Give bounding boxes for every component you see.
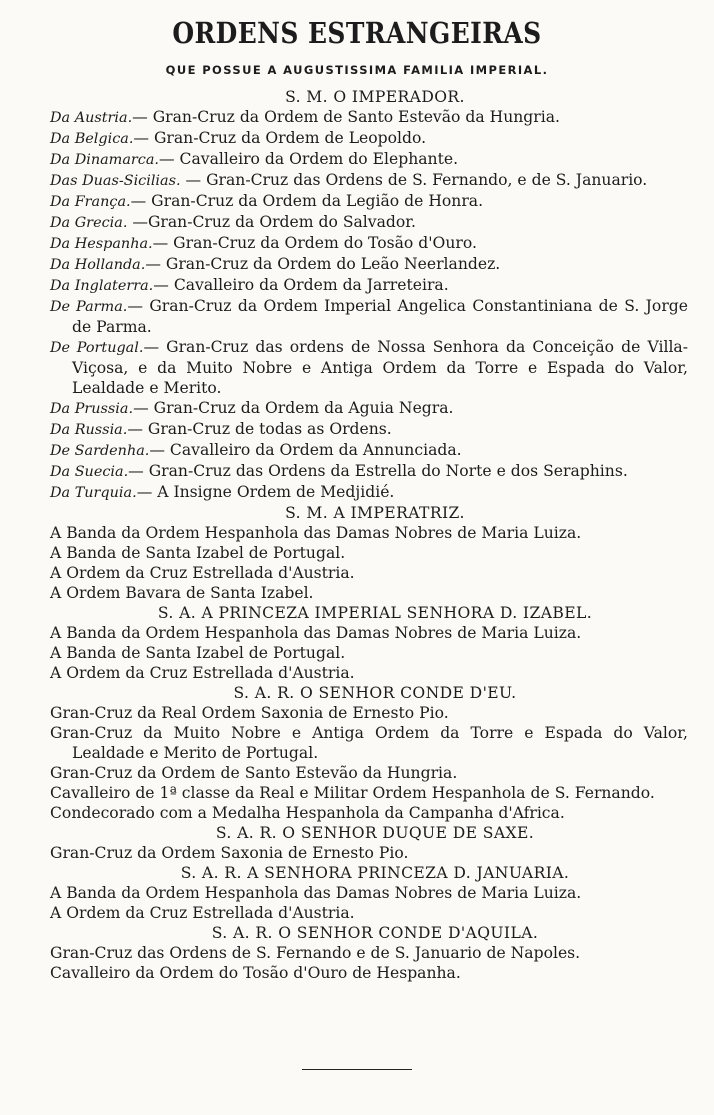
order-entry (50, 337, 688, 398)
order-line: A Ordem da Cruz Estrellada d'Austria. (50, 904, 355, 922)
country-name: Da Austria. (50, 110, 133, 126)
section-heading-conde-aquila: S. A. R. O SENHOR CONDE D'AQUILA. (211, 924, 539, 942)
order-entry (50, 296, 688, 337)
order-line: Cavalleiro da Ordem do Tosão d'Ouro de Hespanha. (50, 964, 461, 982)
order-entry (50, 398, 688, 419)
country-name: Da Russia. (50, 422, 128, 438)
order-text: — Gran-Cruz da Ordem do Leão Neerlandez. (145, 255, 501, 273)
order-entry (50, 128, 688, 149)
order-line: Condecorado com a Medalha Hespanhola da Campanha d'Africa. (50, 804, 565, 822)
order-text: — Gran-Cruz da Ordem do Tosão d'Ouro. (152, 234, 477, 252)
order-line: Gran-Cruz da Ordem Saxonia de Ernesto Pio. (50, 844, 409, 862)
order-entry (50, 461, 688, 482)
order-line: A Ordem da Cruz Estrellada d'Austria. (50, 664, 355, 682)
country-name: Das Duas-Sicilias. (50, 173, 181, 189)
order-entry (50, 170, 688, 191)
order-entry (50, 212, 688, 233)
order-text: — A Insigne Ordem de Medjidié. (136, 483, 395, 501)
order-line: A Ordem da Cruz Estrellada d'Austria. (50, 564, 355, 582)
section-heading-imperatriz: S. M. A IMPERATRIZ. (285, 504, 465, 522)
order-text: — Gran-Cruz das ordens de Nossa Senhora da Conceição de Villa-Viçosa, e da Muito Nobre e Antiga Ordem da Torre e Espada do Valor, Lealdade e Merito. (72, 338, 688, 397)
country-name: Da Prussia. (50, 401, 134, 417)
order-text: — Gran-Cruz de todas as Ordens. (127, 420, 392, 438)
country-name: De Parma. (50, 299, 128, 315)
section-heading-conde-deu: S. A. R. O SENHOR CONDE D'EU. (233, 684, 517, 702)
country-name: Da Hollanda. (50, 257, 146, 273)
page-title: ORDENS ESTRANGEIRAS (172, 16, 542, 50)
country-name: Da Suecia. (50, 464, 129, 480)
country-name: Da Grecia. (50, 215, 128, 231)
country-name: Da França. (50, 194, 131, 210)
order-text: — Gran-Cruz das Ordens da Estrella do Norte e dos Seraphins. (128, 462, 628, 480)
country-name: De Portugal. (50, 340, 144, 356)
order-entry (50, 191, 688, 212)
order-text: —Gran-Cruz da Ordem do Salvador. (127, 213, 416, 231)
order-text: — Gran-Cruz da Ordem de Leopoldo. (133, 129, 427, 147)
section-heading-princeza-imperial: S. A. A PRINCEZA IMPERIAL SENHORA D. IZABEL. (157, 604, 593, 622)
order-line: Gran-Cruz da Ordem de Santo Estevão da Hungria. (50, 764, 458, 782)
order-line: Cavalleiro de 1ª classe da Real e Militar Ordem Hespanhola de S. Fernando. (50, 784, 655, 802)
imperador-entries (50, 107, 688, 503)
order-line: A Banda de Santa Izabel de Portugal. (50, 544, 346, 562)
order-line: Gran-Cruz da Muito Nobre e Antiga Ordem da Torre e Espada do Valor, Lealdade e Merito de Portugal. (50, 724, 688, 762)
order-line: A Banda de Santa Izabel de Portugal. (50, 644, 346, 662)
order-text: — Gran-Cruz da Ordem Imperial Angelica Constantiniana de S. Jorge de Parma. (72, 297, 688, 336)
order-line: Gran-Cruz das Ordens de S. Fernando e de S. Januario de Napoles. (50, 944, 581, 962)
section-heading-duque-saxe: S. A. R. O SENHOR DUQUE DE SAXE. (215, 824, 535, 842)
order-line: A Ordem Bavara de Santa Izabel. (50, 584, 314, 602)
order-entry (50, 419, 688, 440)
order-text: — Gran-Cruz da Ordem da Legião de Honra. (130, 192, 484, 210)
order-text: — Cavalleiro da Ordem da Jarreteira. (153, 276, 449, 294)
order-entry (50, 107, 688, 128)
order-line: Gran-Cruz da Real Ordem Saxonia de Ernesto Pio. (50, 704, 449, 722)
page-subtitle: QUE POSSUE A AUGUSTISSIMA FAMILIA IMPERIAL. (165, 63, 549, 77)
order-entry (50, 233, 688, 254)
order-entry (50, 149, 688, 170)
country-name: De Sardenha. (50, 443, 150, 459)
order-text: — Cavalleiro da Ordem da Annunciada. (149, 441, 462, 459)
section-heading-imperador: S. M. O IMPERADOR. (285, 88, 465, 106)
order-line: A Banda da Ordem Hespanhola das Damas Nobres de Maria Luiza. (50, 884, 582, 902)
document-body (50, 87, 688, 983)
order-line: A Banda da Ordem Hespanhola das Damas Nobres de Maria Luiza. (50, 524, 582, 542)
order-entry (50, 482, 688, 503)
order-text: — Gran-Cruz da Ordem da Aguia Negra. (133, 399, 454, 417)
section-heading-princeza-januaria: S. A. R. A SENHORA PRINCEZA D. JANUARIA. (180, 864, 570, 882)
country-name: Da Inglaterra. (50, 278, 154, 294)
closing-rule (302, 1069, 412, 1070)
order-entry (50, 275, 688, 296)
order-entry (50, 440, 688, 461)
country-name: Da Dinamarca. (50, 152, 159, 168)
country-name: Da Turquia. (50, 485, 137, 501)
country-name: Da Hespanha. (50, 236, 153, 252)
order-text: — Gran-Cruz das Ordens de S. Fernando, e de S. Januario. (180, 171, 648, 189)
country-name: Da Belgica. (50, 131, 134, 147)
order-text: — Cavalleiro da Ordem do Elephante. (159, 150, 459, 168)
order-text: — Gran-Cruz da Ordem de Santo Estevão da Hungria. (132, 108, 560, 126)
order-entry (50, 254, 688, 275)
order-line: A Banda da Ordem Hespanhola das Damas Nobres de Maria Luiza. (50, 624, 582, 642)
